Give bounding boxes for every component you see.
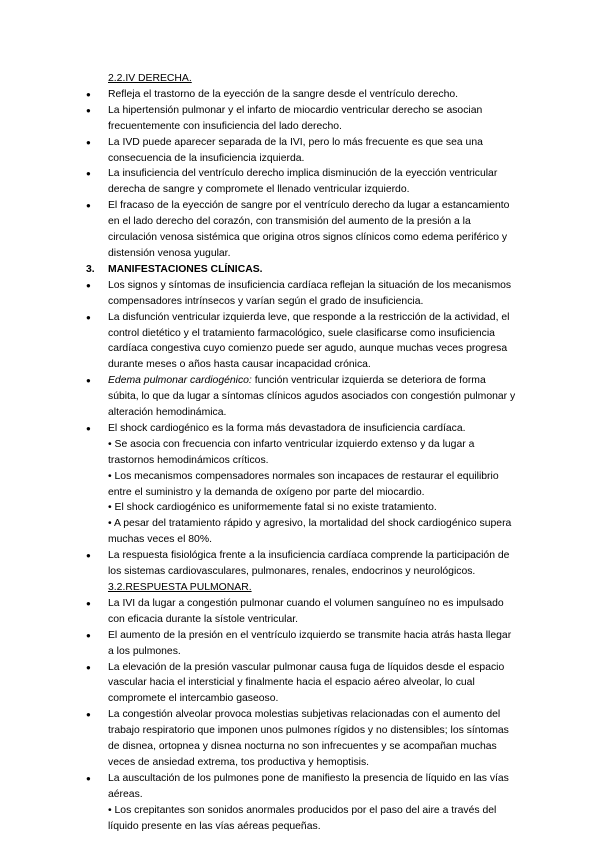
sub-note: • A pesar del tratamiento rápido y agresivo, la mortalidad del shock cardiogénico supera muchas veces el 80%. — [108, 518, 512, 546]
list-item: ● La IVI da lugar a congestión pulmonar cuando el volumen sanguíneo no es impulsado con eficacia durante la sístole ventricular. — [86, 596, 518, 628]
list-item: ● La elevación de la presión vascular pulmonar causa fuga de líquidos desde el espacio vascular hacia el intersticial y finalmente hacia el espacio aéreo alveolar, lo cual compromete el intercambio gaseoso. — [86, 660, 518, 708]
document-body — [86, 71, 518, 835]
list-item — [86, 771, 518, 835]
subsection-title-iv-derecha: 2.2.IV DERECHA. — [108, 73, 192, 84]
italic-term: Edema pulmonar cardiogénico: — [108, 375, 252, 387]
list-item: ● El aumento de la presión en el ventrículo izquierdo se transmite hacia atrás hasta llegar a los pulmones. — [86, 628, 518, 660]
sub-note: • Los crepitantes son sonidos anormales producidos por el paso del aire a través del líquido presente en las vías aéreas pequeñas. — [108, 804, 497, 832]
list-item: ● Los signos y síntomas de insuficiencia cardíaca reflejan la situación de los mecanismos compensadores intrínsecos y varían según el grado de insuficiencia. — [86, 278, 518, 310]
item-text: ● El shock cardiogénico es la forma más devastadora de insuficiencia cardíaca. — [108, 422, 466, 434]
list-item — [86, 421, 518, 548]
list-item: ● La disfunción ventricular izquierda leve, que responde a la restricción de la actividad, el control dietético y el tratamiento farmacológico, suele clasificarse como insuficiencia cardíaca congestiva cuyo comienzo puede ser agudo, aunque muchas veces progresa durante meses o años hasta causar incapacidad crónica. — [86, 310, 518, 374]
list-item: ● La insuficiencia del ventrículo derecho implica disminución de la eyección ventricular derecha de sangre y compromete el llenado ventricular izquierdo. — [86, 166, 518, 198]
item-text: ● La auscultación de los pulmones pone de manifiesto la presencia de líquido en las vías aéreas. — [108, 772, 509, 800]
list-item: ● La respuesta fisiológica frente a la insuficiencia cardíaca comprende la participación de los sistemas cardiovasculares, pulmonares, renales, endocrinos y neurológicos. — [86, 548, 518, 580]
section-title: MANIFESTACIONES CLÍNICAS. — [108, 263, 263, 275]
section-heading-manifestaciones — [86, 262, 518, 278]
subsection-title-respuesta-pulmonar: 3.2.RESPUESTA PULMONAR. — [108, 582, 252, 593]
item-text: función ventricular izquierda se deteriora de forma súbita, lo que da lugar a síntomas clínicos agudos asociados con congestión pulmonar y alteración hemodinámica. — [108, 375, 516, 419]
sub-note: • El shock cardiogénico es uniformemente fatal si no existe tratamiento. — [108, 502, 437, 514]
sub-note: • Los mecanismos compensadores normales son incapaces de restaurar el equilibrio entre el suministro y la demanda de oxígeno por parte del miocardio. — [108, 470, 499, 498]
list-item: ● El fracaso de la eyección de sangre por el ventrículo derecho da lugar a estancamiento en el lado derecho del corazón, con transmisión del aumento de la presión a la circulación venosa sistémica que origina otros signos clínicos como edema periférico y distensión venosa yugular. — [86, 198, 518, 262]
list-item: ● Refleja el trastorno de la eyección de la sangre desde el ventrículo derecho. — [86, 87, 518, 103]
list-item — [86, 373, 518, 421]
list-item: ● La hipertensión pulmonar y el infarto de miocardio ventricular derecho se asocian frecuentemente con insuficiencia del lado derecho. — [86, 103, 518, 135]
section-number: 3. — [86, 263, 95, 275]
sub-note: • Se asocia con frecuencia con infarto ventricular izquierdo extenso y da lugar a trastornos hemodinámicos críticos. — [108, 438, 475, 466]
list-item: ● La congestión alveolar provoca molestias subjetivas relacionadas con el aumento del trabajo respiratorio que imponen unos pulmones rígidos y no distensibles; los síntomas de disnea, ortopnea y disnea nocturna no son infrecuentes y se acompañan muchas veces de ansiedad extrema, tos productiva y hemoptisis. — [86, 707, 518, 771]
list-item: ● La IVD puede aparecer separada de la IVI, pero lo más frecuente es que sea una consecuencia de la insuficiencia izquierda. — [86, 135, 518, 167]
